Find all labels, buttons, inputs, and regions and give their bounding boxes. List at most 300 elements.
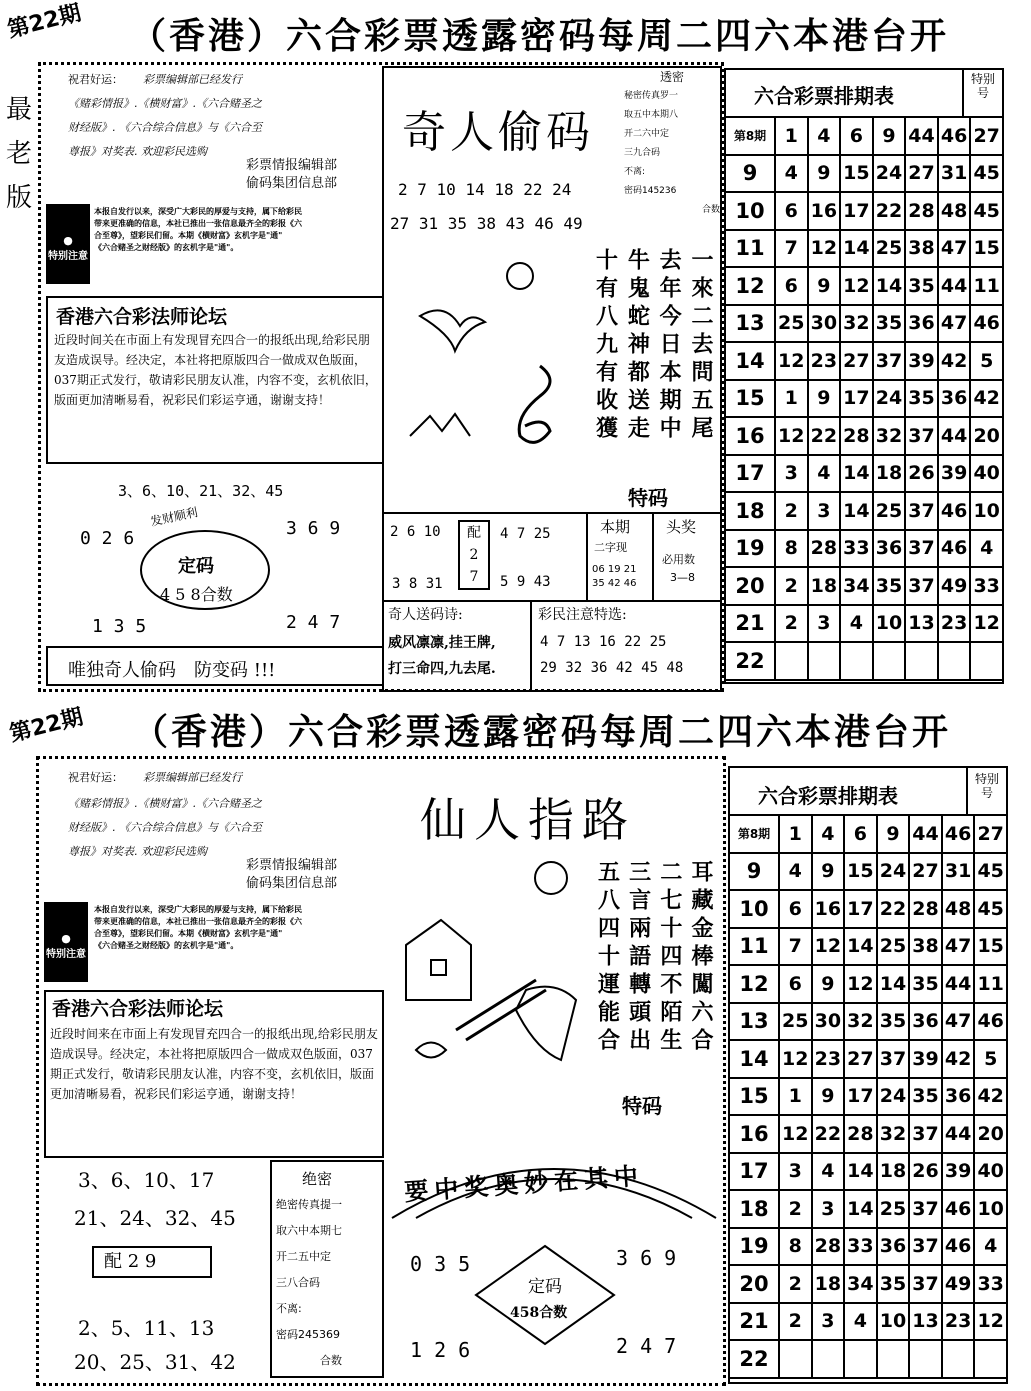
schedule-number-cell: 14 [840,455,873,493]
schedule-number-cell: 3 [808,492,841,530]
poem-col-2: 牛鬼蛇神都送走 [624,248,651,444]
issue-label-bottom: 第22期 [7,704,86,748]
schedule-number-cell: 18 [812,1265,845,1303]
schedule-number-cell: 40 [970,455,1003,493]
pairs-right2: 5 9 43 [500,574,551,590]
schedule-number-cell [808,642,841,680]
schedule-number-cell: 34 [840,567,873,605]
edition-label: 最老版 [6,95,33,213]
schedule-number-cell: 7 [779,928,812,966]
schedule-number-cell: 42 [938,342,971,380]
schedule-number-cell: 35 [909,1078,942,1116]
benqi-title: 本期 [600,518,631,536]
schedule-row [729,815,1007,853]
poem-bottom [592,860,716,1086]
schedule-row [725,267,1003,305]
schedule-row [725,192,1003,230]
schedule-number-cell: 14 [844,1153,877,1191]
schedule-number-cell: 20 [974,1115,1007,1153]
dingma-footer: 唯独奇人偷码 防变码 !!! [68,660,276,681]
schedule-title-bottom: 六合彩票排期表 [758,784,898,808]
nums-l4: 20、25、31、42 [74,1350,236,1374]
schedule-number-cell: 37 [909,1265,942,1303]
schedule-row [729,1190,1007,1228]
schedule-special-top: 特别号 [970,72,995,100]
schedule-number-cell: 45 [974,890,1007,928]
schedule-number-cell: 23 [942,1303,975,1341]
schedule-number-cell: 36 [942,1078,975,1116]
schedule-number-cell: 26 [909,1153,942,1191]
benqi-sub: 二字现 [594,541,627,554]
schedule-period-cell: 17 [729,1153,779,1191]
schedule-number-cell: 6 [779,965,812,1003]
schedule-number-cell: 28 [808,530,841,568]
schedule-number-cell: 9 [812,965,845,1003]
schedule-period-cell: 14 [729,1040,779,1078]
schedule-row [729,1340,1007,1378]
schedule-number-cell [974,1340,1007,1378]
notice-line1-b: 本报自发行以来，深受广大彩民的厚爱与支持，属下给彩民 [94,905,302,914]
dingma-b-br: 2 4 7 [616,1334,677,1358]
schedule-number-cell: 42 [970,380,1003,418]
dingma-b-right: 3 6 9 [616,1246,677,1270]
schedule-number-cell: 35 [877,1265,910,1303]
schedule-number-cell: 6 [844,815,877,853]
schedule-period-cell: 16 [729,1115,779,1153]
headline-bottom: （香港）六合彩票透露密码每周二四六本港台开 [132,711,952,753]
notice-line4-b: 《六合赌圣之财经版》的玄机字是"通"。 [94,941,239,950]
benqi-n2: 35 42 46 [592,578,637,589]
schedule-period-cell: 20 [725,567,775,605]
schedule-number-cell [775,642,808,680]
poem-col-1: 十有八九有收獲 [592,248,619,444]
schedule-number-cell: 12 [775,417,808,455]
schedule-number-cell: 1 [775,117,808,155]
schedule-number-cell: 37 [909,1115,942,1153]
schedule-number-cell: 46 [938,117,971,155]
pairs-left1: 2 6 10 [390,524,441,540]
schedule-number-cell: 15 [840,155,873,193]
schedule-row [725,117,1003,155]
schedule-number-cell: 32 [877,1115,910,1153]
schedule-period-cell: 第8期 [729,815,779,853]
greet-line2: 《赌彩情报》.《横财富》.《六合赌圣之 [68,97,262,110]
schedule-number-cell: 27 [909,853,942,891]
schedule-row [729,965,1007,1003]
schedule-number-cell: 23 [812,1040,845,1078]
schedule-number-cell: 25 [873,492,906,530]
forum-box-bottom [44,990,384,1158]
schedule-number-cell [877,1340,910,1378]
schedule-number-cell: 27 [840,342,873,380]
schedule-row [725,417,1003,455]
schedule-number-cell: 11 [974,965,1007,1003]
schedule-number-cell: 7 [775,230,808,268]
schedule-number-cell: 35 [873,305,906,343]
xianren-title: 仙人指路 [420,793,636,847]
schedule-number-cell: 39 [942,1153,975,1191]
schedule-number-cell: 10 [974,1190,1007,1228]
schedule-number-cell: 9 [808,267,841,305]
secret-line7: 合数 [701,205,720,215]
headline-top: （香港）六合彩票透露密码每周二四六本港台开 [130,15,950,57]
schedule-number-cell: 46 [942,1228,975,1266]
schedule-period-cell: 22 [729,1340,779,1378]
schedule-row [725,230,1003,268]
caimin-box [530,600,722,692]
secret-top [624,68,720,220]
pairs-left2: 3 8 31 [392,576,443,592]
notice-line4: 《六合赌圣之财经版》的玄机字是"通"。 [94,243,239,252]
schedule-number-cell: 2 [779,1190,812,1228]
pairs-right1: 4 7 25 [500,526,551,542]
schedule-number-cell: 2 [779,1303,812,1341]
schedule-number-cell: 12 [812,928,845,966]
schedule-number-cell: 14 [840,230,873,268]
schedule-number-cell: 37 [905,492,938,530]
schedule-number-cell: 4 [812,1153,845,1191]
notice-line1: 本报自发行以来，深受广大彩民的厚爱与支持，属下给彩民 [94,207,302,216]
schedule-number-cell: 10 [877,1303,910,1341]
dingma-b-title: 定码 [528,1277,562,1297]
schedule-number-cell: 1 [779,1078,812,1116]
secret-line4-b: 三八合码 [276,1276,320,1289]
schedule-number-cell: 25 [877,1190,910,1228]
schedule-number-cell: 35 [909,965,942,1003]
schedule-period-cell: 9 [729,853,779,891]
schedule-number-cell: 17 [840,380,873,418]
greet-line4: 尊报》对奖表. 欢迎彩民选购 [68,145,207,158]
dingma-left: 0 2 6 [80,528,135,549]
schedule-number-cell: 39 [905,342,938,380]
forum-title: 香港六合彩法师论坛 [56,306,228,328]
window-icon [431,960,446,975]
schedule-row [729,1003,1007,1041]
schedule-number-cell: 35 [905,267,938,305]
pairs-mid1: 2 [469,547,479,563]
qiren-poem-l2: 打三命四,九去尾. [388,661,496,677]
schedule-row [729,853,1007,891]
schedule-row [729,1078,1007,1116]
schedule-number-cell: 30 [812,1003,845,1041]
schedule-row [725,642,1003,680]
schedule-period-cell: 19 [729,1228,779,1266]
schedule-number-cell: 9 [812,853,845,891]
poem-col-4: 一來二去問五尾 [687,248,714,444]
forum-title-b: 香港六合彩法师论坛 [52,998,224,1020]
schedule-number-cell: 10 [873,605,906,643]
schedule-number-cell: 23 [808,342,841,380]
schedule-table-top [724,116,1004,681]
schedule-number-cell: 1 [775,380,808,418]
schedule-number-cell: 37 [877,1040,910,1078]
schedule-row [725,305,1003,343]
schedule-number-cell: 46 [942,1190,975,1228]
schedule-number-cell: 3 [812,1190,845,1228]
schedule-number-cell: 9 [812,1078,845,1116]
forum-box-top [46,296,384,464]
greet-line1-b: 彩票编辑部已经发行 [143,771,242,784]
secret-line4: 三九合码 [624,148,661,158]
schedule-number-cell: 3 [812,1303,845,1341]
toujiang-title: 头奖 [666,518,697,536]
schedule-number-cell: 47 [942,1003,975,1041]
schedule-number-cell: 40 [974,1153,1007,1191]
qiren-poem-title: 奇人送码诗: [388,607,463,623]
schedule-number-cell: 37 [905,530,938,568]
schedule-number-cell: 49 [938,567,971,605]
schedule-period-cell: 12 [729,965,779,1003]
schedule-number-cell: 4 [844,1303,877,1341]
schedule-table-bottom [728,814,1008,1379]
schedule-row [729,1228,1007,1266]
schedule-period-cell: 16 [725,417,775,455]
greet-label: 祝君好运： [68,73,123,86]
schedule-period-cell: 14 [725,342,775,380]
secret-line3-b: 开二五中定 [276,1250,331,1263]
nums-l3: 2、5、11、13 [78,1316,215,1340]
schedule-number-cell: 22 [877,890,910,928]
schedule-number-cell: 22 [812,1115,845,1153]
schedule-number-cell: 44 [905,117,938,155]
dingma-center: 4 5 8合数 [160,585,233,604]
schedule-row [725,155,1003,193]
schedule-title-top: 六合彩票排期表 [754,84,894,108]
schedule-period-cell: 12 [725,267,775,305]
schedule-period-cell: 15 [729,1078,779,1116]
greet-line3: 财经版》. 《六合综合信息》与《六合至 [68,121,262,134]
schedule-number-cell: 12 [779,1115,812,1153]
schedule-number-cell: 42 [974,1078,1007,1116]
schedule-number-cell: 31 [938,155,971,193]
benqi-box [586,512,654,602]
schedule-number-cell: 39 [938,455,971,493]
schedule-number-cell: 32 [873,417,906,455]
schedule-number-cell [873,642,906,680]
schedule-number-cell: 12 [775,342,808,380]
leaf-icon [416,1043,446,1058]
schedule-number-cell: 35 [877,1003,910,1041]
dingma-row: 3、6、10、21、32、45 [118,482,284,500]
schedule-number-cell: 5 [970,342,1003,380]
schedule-number-cell: 16 [812,890,845,928]
schedule-number-cell: 33 [974,1265,1007,1303]
qiren-poem-l1: 威风凛凛,挂王牌, [388,635,496,651]
nums-pei: 配 2 9 [92,1246,212,1278]
notice-text-top [94,206,384,254]
greet-sign2-b: 偷码集团信息部 [246,876,338,891]
schedule-number-cell: 22 [808,417,841,455]
schedule-number-cell: 4 [840,605,873,643]
schedule-number-cell: 6 [775,192,808,230]
schedule-number-cell: 45 [970,192,1003,230]
schedule-number-cell: 4 [974,1228,1007,1266]
schedule-row [729,1040,1007,1078]
schedule-number-cell: 3 [779,1153,812,1191]
bomb-icon: ● [61,932,71,945]
secret-title: 透密 [659,70,684,84]
schedule-number-cell: 6 [775,267,808,305]
schedule-number-cell: 5 [974,1040,1007,1078]
schedule-number-cell: 6 [840,117,873,155]
benqi-n1: 06 19 21 [592,564,637,575]
schedule-number-cell: 35 [905,380,938,418]
schedule-period-cell: 21 [729,1303,779,1341]
schedule-number-cell [844,1340,877,1378]
schedule-number-cell: 37 [905,417,938,455]
dingma-right: 3 6 9 [286,518,341,539]
caimin-l1: 4 7 13 16 22 25 [540,634,667,650]
schedule-number-cell: 15 [974,928,1007,966]
schedule-period-cell: 10 [725,192,775,230]
toutou-nums2: 27 31 35 38 43 46 49 [390,214,583,233]
bomb-icon: ● [63,234,73,247]
schedule-number-cell: 3 [775,455,808,493]
schedule-number-cell: 24 [873,155,906,193]
schedule-number-cell: 37 [909,1228,942,1266]
schedule-number-cell: 34 [844,1265,877,1303]
schedule-period-cell: 11 [729,928,779,966]
illustration-top [400,256,600,476]
schedule-period-cell: 21 [725,605,775,643]
schedule-number-cell: 13 [909,1303,942,1341]
schedule-period-cell: 20 [729,1265,779,1303]
schedule-number-cell: 4 [779,853,812,891]
greet-line1: 彩票编辑部已经发行 [143,73,242,86]
schedule-row [725,605,1003,643]
schedule-number-cell: 47 [938,305,971,343]
schedule-number-cell: 23 [938,605,971,643]
greet-line4-b: 尊报》对奖表. 欢迎彩民选购 [68,845,207,858]
schedule-number-cell: 24 [877,1078,910,1116]
schedule-number-cell: 20 [970,417,1003,455]
greet-sign1: 彩票情报编辑部 [246,158,338,173]
schedule-number-cell: 12 [974,1303,1007,1341]
schedule-number-cell: 28 [909,890,942,928]
schedule-number-cell: 9 [808,380,841,418]
schedule-number-cell: 46 [974,1003,1007,1041]
schedule-number-cell: 14 [840,492,873,530]
schedule-number-cell: 36 [877,1228,910,1266]
schedule-period-cell: 22 [725,642,775,680]
schedule-number-cell: 18 [808,567,841,605]
schedule-number-cell: 27 [905,155,938,193]
sun-icon [535,862,567,894]
schedule-number-cell: 17 [844,1078,877,1116]
nums-l2: 21、24、32、45 [74,1206,236,1230]
schedule-number-cell: 14 [844,928,877,966]
schedule-number-cell [812,1340,845,1378]
dingma-arc: 发财顺利 [149,505,200,529]
bomb-badge-bottom [44,902,88,982]
schedule-number-cell: 46 [938,492,971,530]
schedule-number-cell: 33 [970,567,1003,605]
secret-line1: 秘密传真罗一 [624,91,679,101]
schedule-number-cell: 24 [877,853,910,891]
schedule-row [729,1115,1007,1153]
nums-l1: 3、6、10、17 [78,1168,215,1192]
notice-line2: 带来更准确的信息，本社已推出一张信息最齐全的彩报《六 [94,219,302,228]
moon-icon [507,263,533,289]
pairs-bracket [458,520,490,590]
secret-line5-b: 不离: [276,1302,302,1315]
schedule-number-cell: 32 [840,305,873,343]
schedule-number-cell: 12 [970,605,1003,643]
pairs-pei: 配 [467,525,481,541]
schedule-number-cell: 36 [938,380,971,418]
schedule-number-cell: 2 [775,567,808,605]
secret-line3: 开二六中定 [624,129,670,139]
bird-icon [420,310,485,351]
schedule-period-cell: 11 [725,230,775,268]
schedule-number-cell: 46 [942,815,975,853]
toutou-nums1: 2 7 10 14 18 22 24 [398,180,572,199]
schedule-number-cell: 33 [840,530,873,568]
notice-text-bottom [94,904,386,952]
schedule-number-cell: 49 [942,1265,975,1303]
schedule-number-cell: 1 [779,815,812,853]
greet-label-b: 祝君好运： [68,771,123,784]
schedule-number-cell: 2 [775,605,808,643]
schedule-period-cell: 13 [725,305,775,343]
schedule-row [725,380,1003,418]
schedule-number-cell: 48 [942,890,975,928]
schedule-number-cell: 25 [775,305,808,343]
schedule-number-cell: 28 [844,1115,877,1153]
schedule-number-cell: 44 [942,1115,975,1153]
toujiang-sub: 必用数 [662,553,695,566]
schedule-number-cell [779,1340,812,1378]
secret-box-bottom [270,1160,384,1378]
schedule-number-cell: 28 [840,417,873,455]
schedule-number-cell: 18 [873,455,906,493]
schedule-row [729,1303,1007,1341]
qiren-poem-box [382,600,532,692]
poem-b-col-3: 二七十四不陌生 [656,860,683,1056]
schedule-number-cell [970,642,1003,680]
secret-title-b: 绝密 [302,1170,333,1188]
schedule-number-cell: 4 [812,815,845,853]
schedule-frame-bottom [728,766,1008,1384]
schedule-number-cell: 25 [779,1003,812,1041]
greet-sign1-b: 彩票情报编辑部 [246,858,338,873]
schedule-number-cell: 26 [905,455,938,493]
schedule-period-cell: 15 [725,380,775,418]
forum-body-b: 近段时间来在市面上有发现冒充四合一的报纸出现,给彩民朋友造成误导。经决定，本社将把原版四合一做成双色版面，037期正式发行，敬请彩民朋友认准，内容不变，玄机依旧，版面更加清晰易看，祝彩民们彩运亨通，谢谢支持！ [50,1027,378,1101]
schedule-number-cell: 38 [909,928,942,966]
schedule-number-cell: 14 [844,1190,877,1228]
pairs-mid2: 7 [469,569,479,585]
secret-line2-b: 取六中本期七 [276,1224,342,1237]
bomb-badge-top [46,204,90,284]
schedule-number-cell: 11 [970,267,1003,305]
secret-line5: 不离: [624,167,646,177]
schedule-period-cell: 第8期 [725,117,775,155]
schedule-number-cell: 14 [877,965,910,1003]
schedule-number-cell: 28 [812,1228,845,1266]
forum-body: 近段时间关在市面上有发现冒充四合一的报纸出现,给彩民朋友造成误导。经决定，本社将把原版四合一做成双色版面，037期正式发行，敬请彩民朋友认准，内容不变，玄机依旧，版面更加清晰易看，祝彩民们彩运亨通，谢谢支持！ [54,333,377,407]
toujiang-box [652,512,722,602]
notice-line3-b: 合至尊》，望彩民们留。本期《横财富》玄机字是"通" [94,929,283,938]
poem-b-col-4: 耳藏金棒闖六合 [687,860,714,1056]
schedule-number-cell: 45 [970,155,1003,193]
schedule-number-cell: 16 [808,192,841,230]
dingma-b-center: 458合数 [510,1305,568,1321]
schedule-number-cell: 15 [970,230,1003,268]
schedule-number-cell: 8 [779,1228,812,1266]
schedule-number-cell: 24 [873,380,906,418]
schedule-number-cell: 27 [844,1040,877,1078]
